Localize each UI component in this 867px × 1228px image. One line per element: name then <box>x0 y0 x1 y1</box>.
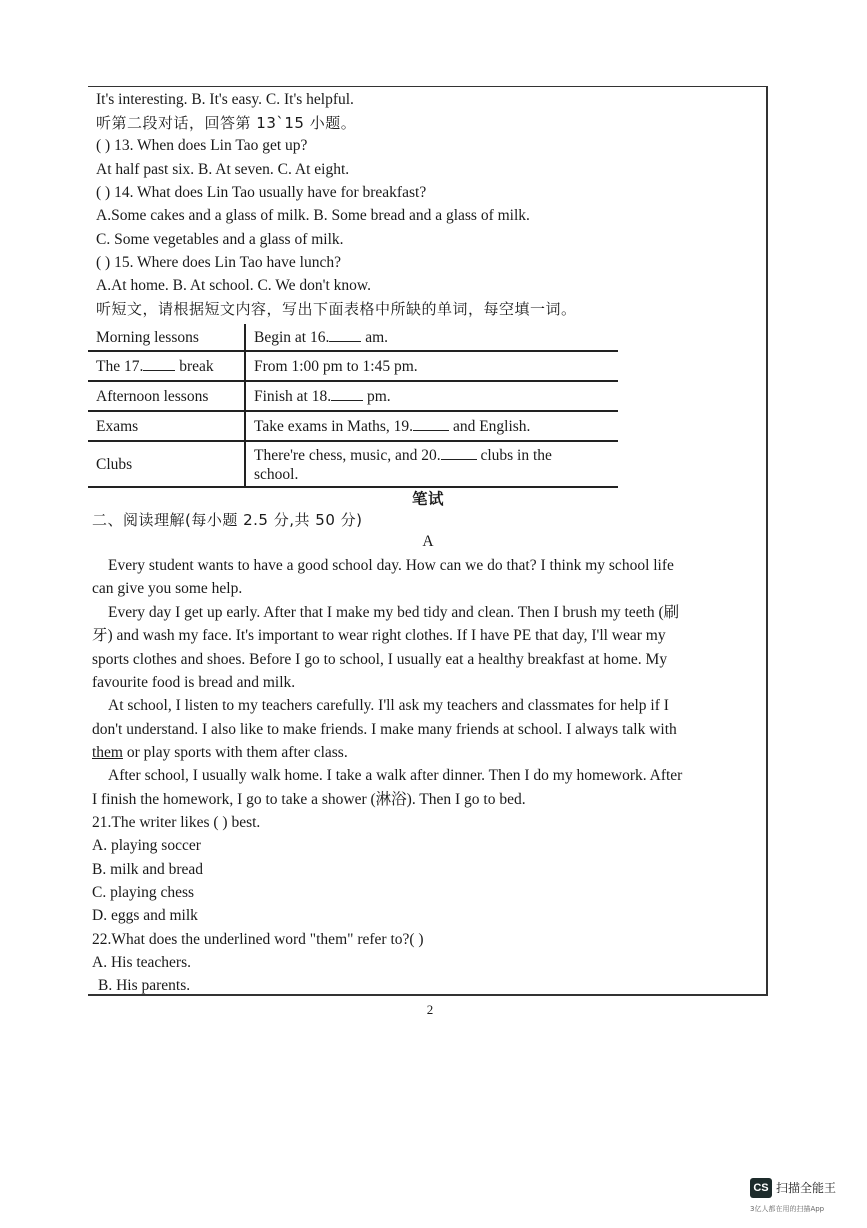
cell-text: Begin at 16. <box>254 329 330 346</box>
option: C. playing chess <box>92 884 195 901</box>
answer-blank-17[interactable] <box>143 356 175 371</box>
table-cell: Clubs <box>88 441 245 487</box>
question-15-options: A.At home. B. At school. C. We don't know. <box>96 277 371 294</box>
written-test-heading: 笔试 <box>411 490 444 508</box>
table-cell: From 1:00 pm to 1:45 pm. <box>254 357 418 375</box>
passage-line: Every day I get up early. After that I make my bed tidy and clean. Then I brush my teeth (刷 <box>108 604 680 621</box>
table-cell: Exams <box>88 411 245 441</box>
cell-text: There're chess, music, and 20. <box>254 446 441 464</box>
table-cell: Afternoon lessons <box>88 381 245 411</box>
question-13-options: At half past six. B. At seven. C. At eight. <box>96 161 350 178</box>
passage-line <box>92 743 348 763</box>
option: B. His parents. <box>98 977 191 994</box>
cell-text: Take exams in Maths, 19. <box>254 418 414 435</box>
table-row <box>88 381 618 411</box>
table-cell <box>245 381 618 411</box>
option: A. His teachers. <box>92 954 191 971</box>
table-row <box>88 441 618 487</box>
q12-options: It's interesting. B. It's easy. C. It's helpful. <box>96 91 354 108</box>
passage-line: favourite food is bread and milk. <box>92 674 296 691</box>
question-21: 21.The writer likes ( ) best. <box>92 814 261 831</box>
question-15: ( ) 15. Where does Lin Tao have lunch? <box>96 254 341 271</box>
cell-text: and English. <box>449 418 531 435</box>
scanner-app-name: 扫描全能王 <box>776 1181 837 1195</box>
table-cell <box>88 351 245 381</box>
cell-text: school. <box>254 465 299 483</box>
passage-text: or play sports with them after class. <box>123 744 348 761</box>
table-cell <box>245 324 618 351</box>
page-number: 2 <box>426 1002 434 1017</box>
scanner-app-tagline: 3亿人都在用的扫描App <box>750 1205 825 1213</box>
table-cell <box>245 411 618 441</box>
table-cell: Morning lessons <box>88 324 245 351</box>
table-instruction: 听短文，请根据短文内容，写出下面表格中所缺的单词，每空填一词。 <box>96 300 577 318</box>
option: D. eggs and milk <box>92 907 198 924</box>
passage-line: can give you some help. <box>92 580 243 597</box>
answer-blank-19[interactable] <box>413 416 449 431</box>
question-14: ( ) 14. What does Lin Tao usually have for breakfast? <box>96 184 427 201</box>
passage-line: After school, I usually walk home. I take a walk after dinner. Then I do my homework. After <box>108 767 683 784</box>
passage-line: I finish the homework, I go to take a shower (淋浴). Then I go to bed. <box>92 791 526 808</box>
passage-line: At school, I listen to my teachers carefully. I'll ask my teachers and classmates for help if I <box>108 697 669 714</box>
question-13: ( ) 13. When does Lin Tao get up? <box>96 137 308 154</box>
table-row <box>88 351 618 381</box>
cell-text: The 17. <box>96 358 144 375</box>
passage-line: Every student wants to have a good school day. How can we do that? I think my school life <box>108 557 674 574</box>
passage-line: don't understand. I also like to make friends. I make many friends at school. I always talk with <box>92 721 677 738</box>
scanner-logo-icon: CS <box>750 1178 772 1198</box>
option: A. playing soccer <box>92 837 201 854</box>
option: B. milk and bread <box>92 861 204 878</box>
fill-in-table <box>88 324 618 488</box>
table-row <box>88 324 618 351</box>
cell-text: Finish at 18. <box>254 388 332 405</box>
cell-text: pm. <box>363 388 391 405</box>
question-14-options-ab: A.Some cakes and a glass of milk. B. Some bread and a glass of milk. <box>96 207 530 224</box>
cell-text: clubs in the <box>476 446 552 464</box>
passage-line: sports clothes and shoes. Before I go to school, I usually eat a healthy breakfast at home. My <box>92 651 668 668</box>
section-instruction-2: 听第二段对话，回答第 13`15 小题。 <box>96 114 357 132</box>
passage-label: A <box>422 533 434 550</box>
underlined-word: them <box>92 744 123 761</box>
table-cell <box>245 441 618 487</box>
question-22: 22.What does the underlined word "them" refer to?( ) <box>92 931 424 948</box>
question-14-option-c: C. Some vegetables and a glass of milk. <box>96 231 344 248</box>
cell-text: break <box>175 358 214 375</box>
answer-blank-16[interactable] <box>329 327 361 342</box>
passage-line: 牙) and wash my face. It's important to wear right clothes. If I have PE that day, I'll wear my <box>92 627 666 644</box>
table-row <box>88 411 618 441</box>
reading-section-title: 二、阅读理解(每小题 2.5 分,共 50 分) <box>92 511 363 529</box>
cell-text: am. <box>361 329 389 346</box>
answer-blank-18[interactable] <box>331 386 363 401</box>
answer-blank-20[interactable] <box>441 445 477 460</box>
